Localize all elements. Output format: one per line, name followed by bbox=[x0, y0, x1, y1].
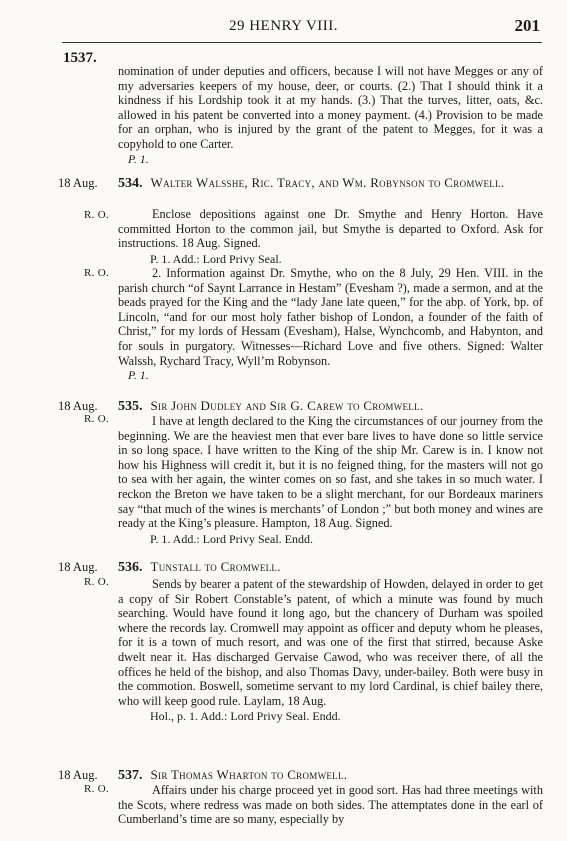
continued-text: nomination of under deputies and officers, because I will not have Megges or any of my adversaries keepers of my house, deer, or courts. (2.) That I should think it a kindness if his Lordship took it at my hands. (3.) That the turves, litter, oats, &c. allowed in his patent be converted into a money payment. (4.) Provision to be made for an orphan, who is injured by the grant of the patent to Megges, for it was a copyhold to one Carter. bbox=[118, 64, 543, 151]
entry-536-body bbox=[118, 577, 543, 724]
entry-536-source: R. O. bbox=[84, 576, 110, 588]
entry-536-heading bbox=[118, 559, 543, 576]
entry-534-note: P. 1. Add.: Lord Privy Seal. bbox=[150, 251, 282, 266]
entry-537-source: R. O. bbox=[84, 783, 110, 795]
entry-534-enclosure bbox=[118, 266, 543, 383]
entry-535-source: R. O. bbox=[84, 413, 110, 425]
entry-534-heading bbox=[118, 175, 543, 192]
entry-535-date: 18 Aug. bbox=[58, 399, 98, 413]
entry-536-date: 18 Aug. bbox=[58, 560, 98, 574]
entry-536-text: Sends by bearer a patent of the stewardship of Howden, delayed in order to get a copy of Sir Robert Constable’s patent, of which a minute was found by much searching. Would have found it long ago, but the chancery of Durham was spoiled where the records lay. Cromwell may appoint as officer and deputy whom he pleases, for it is a town of much resort, and was one of the first that stirred, because Aske dwelt near it. Has discharged Gervaise Cawod, who was receiver there, of all the offices he held of the bishop, and also Thomas Davy, under-bailey. Both were busy in the commotion. Boswell, sometime servant to my lord Cardinal, is chief bailey there, who will keep good rule. Laylam, 18 Aug. bbox=[118, 577, 543, 708]
year-margin: 1537. bbox=[63, 50, 97, 66]
page-number: 201 bbox=[514, 16, 540, 35]
entry-536-number: 536. bbox=[118, 560, 143, 575]
entry-534-source-2: R. O. bbox=[84, 267, 110, 279]
entry-536-title: Tunstall to Cromwell. bbox=[150, 559, 281, 574]
continued-entry bbox=[118, 64, 543, 167]
entry-537-title: Sir Thomas Wharton to Cromwell. bbox=[150, 767, 348, 782]
running-title: 29 HENRY VIII. bbox=[228, 18, 339, 34]
entry-534-enclosure-text: 2. Information against Dr. Smythe, who on the 8 July, 29 Hen. VIII. in the parish church “of Saynt Larrance in Hestam” (Evesham ?), made a sermon, and at the beads prayed for the King and the “lady Jane late queen,” for the abp. of York, bp. of Lincoln, “and for our most holy father bishop of London, a founder of the faith of Christ,” for my lords of Hessam (Evesham), Halse, Wynchcomb, and Habynton, and for souls in purgatory. Witnesses—Richard Love and five others. Signed: Walter Walssh, Rychard Tracy, Wyll’m Robynson. bbox=[118, 266, 543, 368]
entry-534-number: 534. bbox=[118, 176, 143, 191]
entry-537-heading bbox=[118, 767, 543, 784]
entry-534-text: Enclose depositions against one Dr. Smythe and Henry Horton. Have committed Horton to the common jail, but Smythe is departed to Oxford. Ask for instructions. 18 Aug. Signed. bbox=[118, 207, 543, 251]
continued-pages: P. 1. bbox=[128, 151, 149, 166]
entry-534-body bbox=[118, 207, 543, 267]
entry-535-heading bbox=[118, 398, 543, 415]
entry-537-body bbox=[118, 783, 543, 827]
entry-537-date: 18 Aug. bbox=[58, 768, 98, 782]
entry-537-text: Affairs under his charge proceed yet in good sort. Has had three meetings with the Scots, where redress was made on both sides. The attemptates done in the earl of Cumberland’s time are so many, especially by bbox=[118, 783, 543, 827]
entry-535-title: Sir John Dudley and Sir G. Carew to Cromwell. bbox=[150, 398, 424, 413]
header-rule bbox=[62, 42, 542, 43]
entry-534-source: R. O. bbox=[84, 209, 110, 221]
running-header bbox=[0, 16, 567, 38]
entry-535-text: I have at length declared to the King the circumstances of our journey from the beginning. We are the heaviest men that ever bare lives to have done so little service in so long space. I have written to the King of the ship Mr. Carew is in. I know not how his Highness will credit it, but it is no feigned thing, for the masters will not go to sea with her again, the winter comes on so fast, and she takes in so much water. I reckon the Breton we have taken to be a slight merchant, for our Bordeaux mariners say “that much of the wines is merchants’ of London ;” but both money and wines are ready at the King’s pleasure. Hampton, 18 Aug. Signed. bbox=[118, 414, 543, 531]
entry-537-number: 537. bbox=[118, 768, 143, 783]
entry-535-body bbox=[118, 414, 543, 547]
entry-534-date: 18 Aug. bbox=[58, 176, 98, 190]
entry-534-title: Walter Walsshe, Ric. Tracy, and Wm. Robynson to Cromwell. bbox=[150, 175, 505, 190]
entry-535-note: P. 1. Add.: Lord Privy Seal. Endd. bbox=[150, 531, 314, 546]
entry-534-enclosure-pages: P. 1. bbox=[128, 368, 149, 383]
entry-536-note: Hol., p. 1. Add.: Lord Privy Seal. Endd. bbox=[150, 709, 341, 724]
entry-535-number: 535. bbox=[118, 399, 143, 414]
